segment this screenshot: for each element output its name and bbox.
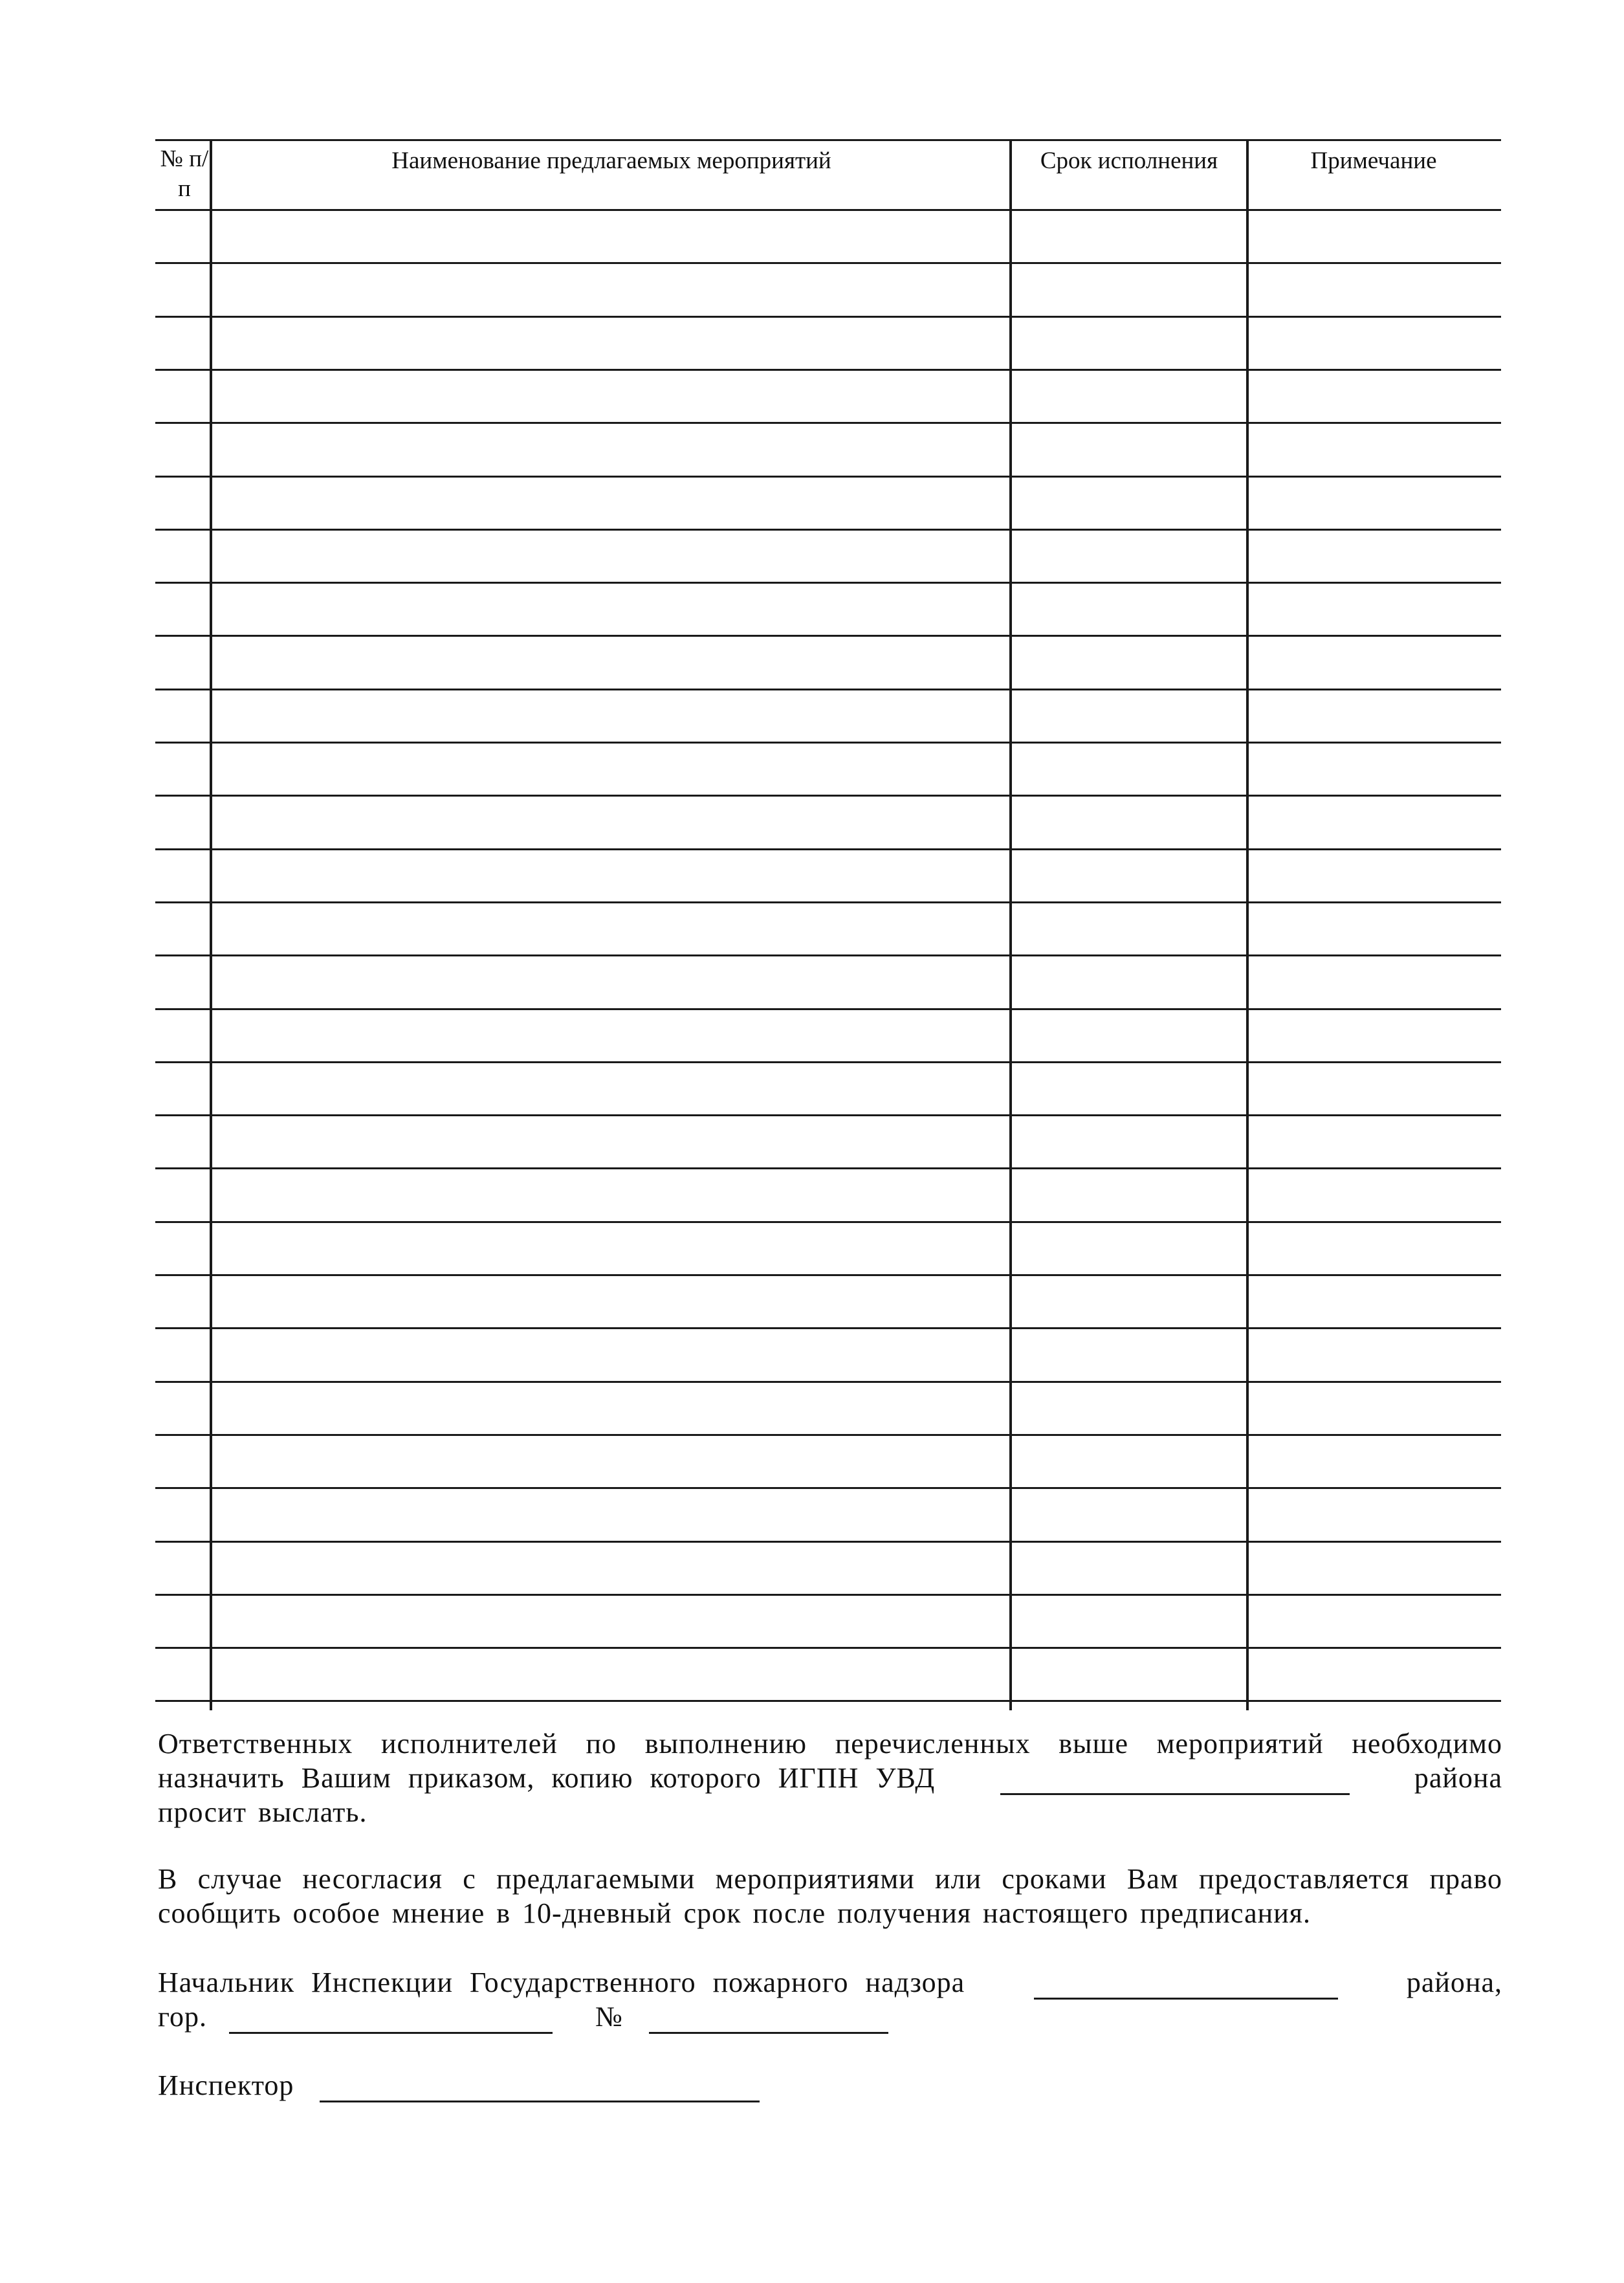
table-cell-num[interactable] [158,264,210,315]
table-cell-num[interactable] [158,531,210,582]
table-row [155,1116,1501,1167]
table-cell-note[interactable] [1250,1116,1500,1167]
table-cell-note[interactable] [1250,1329,1500,1380]
table-cell-note[interactable] [1250,1063,1500,1114]
table-cell-name[interactable] [214,1596,1008,1647]
table-cell-note[interactable] [1250,903,1500,954]
table-row [155,584,1501,635]
table-cell-note[interactable] [1250,690,1500,742]
table-cell-name[interactable] [214,424,1008,475]
table-cell-name[interactable] [214,690,1008,742]
table-row [155,1010,1501,1061]
table-cell-term[interactable] [1013,1116,1245,1167]
table-cell-num[interactable] [158,424,210,475]
table-row [155,637,1501,688]
table-cell-num[interactable] [158,744,210,795]
table-cell-name[interactable] [214,1169,1008,1220]
table-cell-name[interactable] [214,637,1008,688]
table-cell-num[interactable] [158,1223,210,1274]
table-cell-note[interactable] [1250,956,1500,1008]
header-note-label: Примечание [1310,148,1437,174]
table-row [155,1223,1501,1274]
table-cell-term[interactable] [1013,1329,1245,1380]
table-cell-name[interactable] [214,1436,1008,1487]
table-cell-num[interactable] [158,1543,210,1594]
table-row [155,371,1501,422]
table-cell-term[interactable] [1013,797,1245,848]
table-cell-num[interactable] [158,797,210,848]
table-cell-name[interactable] [214,797,1008,848]
table-row [155,690,1501,742]
table-cell-num[interactable] [158,584,210,635]
table-row [155,1436,1501,1487]
table-cell-term[interactable] [1013,1489,1245,1540]
table-cell-num[interactable] [158,850,210,901]
table-cell-name[interactable] [214,956,1008,1008]
table-cell-note[interactable] [1250,1276,1500,1327]
table-cell-term[interactable] [1013,1223,1245,1274]
table-cell-note[interactable] [1250,1489,1500,1540]
table-cell-num[interactable] [158,1169,210,1220]
table-cell-term[interactable] [1013,264,1245,315]
table-cell-num[interactable] [158,956,210,1008]
table-cell-note[interactable] [1250,1010,1500,1061]
table-cell-name[interactable] [214,1489,1008,1540]
table-cell-note[interactable] [1250,531,1500,582]
table-cell-term[interactable] [1013,584,1245,635]
table-cell-name[interactable] [214,478,1008,529]
table-cell-term[interactable] [1013,1169,1245,1220]
table-row [155,264,1501,315]
table-cell-name[interactable] [214,1329,1008,1380]
table-cell-name[interactable] [214,264,1008,315]
table-row [155,318,1501,369]
table-cell-note[interactable] [1250,1169,1500,1220]
responsible-line-2-text: назначить Вашим приказом, копию которого ИГПН УВД [158,1762,936,1794]
table-cell-name[interactable] [214,1543,1008,1594]
table-cell-term[interactable] [1013,424,1245,475]
table-cell-term[interactable] [1013,1383,1245,1434]
responsible-line-2 [158,1761,1502,1795]
chief-title: Начальник Инспекции Государственного пожарного надзора [158,1967,965,1998]
table-cell-num[interactable] [158,211,210,262]
chief-signature-block [158,1965,1502,2034]
table-cell-note[interactable] [1250,318,1500,369]
table-cell-note[interactable] [1250,371,1500,422]
table-cell-term[interactable] [1013,1436,1245,1487]
table-row [155,903,1501,954]
table-cell-name[interactable] [214,1649,1008,1700]
responsible-line-2-suffix: района [1414,1762,1502,1794]
table-cell-note[interactable] [1250,850,1500,901]
table-cell-num[interactable] [158,1436,210,1487]
table-cell-name[interactable] [214,1383,1008,1434]
table-cell-name[interactable] [214,1010,1008,1061]
header-cell-term [1012,146,1246,177]
inspector-signature-blank[interactable] [320,2077,760,2102]
table-row [155,478,1501,529]
table-top-rule [155,139,1501,141]
table-row [155,956,1501,1008]
table-cell-note[interactable] [1250,1383,1500,1434]
table-cell-num[interactable] [158,318,210,369]
table-cell-note[interactable] [1250,1543,1500,1594]
table-row [155,424,1501,475]
header-name-label: Наименование предлагаемых мероприятий [391,148,831,174]
table-row [155,1543,1501,1594]
responsible-paragraph [158,1726,1502,1829]
table-cell-note[interactable] [1250,1436,1500,1487]
table-row [155,1649,1501,1700]
table-cell-term[interactable] [1013,903,1245,954]
table-cell-note[interactable] [1250,1223,1500,1274]
table-cell-term[interactable] [1013,211,1245,262]
table-cell-name[interactable] [214,744,1008,795]
inspector-signature-block [158,2068,1502,2102]
table-cell-num[interactable] [158,371,210,422]
table-cell-name[interactable] [214,531,1008,582]
table-row [155,1489,1501,1540]
table-cell-term[interactable] [1013,1649,1245,1700]
table-cell-num[interactable] [158,690,210,742]
header-number-label: № п/п [160,146,209,202]
table-cell-term[interactable] [1013,637,1245,688]
table-cell-num[interactable] [158,1649,210,1700]
table-row [155,1596,1501,1647]
table-row [155,850,1501,901]
table-row [155,1383,1501,1434]
table-row [155,1063,1501,1114]
table-cell-name[interactable] [214,903,1008,954]
table-cell-num[interactable] [158,478,210,529]
table-cell-num[interactable] [158,1063,210,1114]
table-cell-term[interactable] [1013,690,1245,742]
table-cell-name[interactable] [214,371,1008,422]
header-cell-note [1249,146,1498,177]
table-cell-name[interactable] [214,584,1008,635]
responsible-line-3: просит выслать. [158,1796,368,1828]
table-cell-name[interactable] [214,318,1008,369]
table-cell-name[interactable] [214,850,1008,901]
chief-line [158,1965,1502,2000]
table-cell-name[interactable] [214,1116,1008,1167]
table-cell-note[interactable] [1250,744,1500,795]
table-cell-note[interactable] [1250,424,1500,475]
table-cell-term[interactable] [1013,850,1245,901]
city-blank[interactable] [229,2009,553,2034]
chief-district-suffix: района, [1406,1967,1502,1998]
table-row [155,211,1501,262]
header-cell-name [214,146,1009,177]
number-blank[interactable] [649,2009,888,2034]
table-cell-num[interactable] [158,903,210,954]
inspector-label: Инспектор [158,2069,294,2101]
table-row [155,1169,1501,1220]
table-row [155,531,1501,582]
table-cell-term[interactable] [1013,744,1245,795]
city-number-line [158,2000,1502,2034]
table-cell-note[interactable] [1250,797,1500,848]
table-cell-num[interactable] [158,1329,210,1380]
table-cell-note[interactable] [1250,1649,1500,1700]
inspector-line [158,2068,1502,2102]
table-row [155,744,1501,795]
table-cell-num[interactable] [158,1383,210,1434]
table-cell-term[interactable] [1013,1276,1245,1327]
table-cell-num[interactable] [158,637,210,688]
table-cell-term[interactable] [1013,478,1245,529]
table-row [155,1329,1501,1380]
table-cell-term[interactable] [1013,1063,1245,1114]
table-cell-note[interactable] [1250,584,1500,635]
header-cell-number [158,144,211,204]
table-cell-term[interactable] [1013,371,1245,422]
table-cell-name[interactable] [214,211,1008,262]
table-cell-name[interactable] [214,1223,1008,1274]
uvd-district-blank[interactable] [1000,1770,1350,1795]
table-cell-num[interactable] [158,1596,210,1647]
table-cell-note[interactable] [1250,211,1500,262]
table-cell-term[interactable] [1013,318,1245,369]
disagreement-line-1: В случае несогласия с предлагаемыми мероприятиями или сроками Вам предоставляется право [158,1863,1502,1895]
table-cell-note[interactable] [1250,1596,1500,1647]
disagreement-paragraph [158,1862,1502,1930]
table-cell-term[interactable] [1013,531,1245,582]
table-cell-num[interactable] [158,1489,210,1540]
table-cell-num[interactable] [158,1010,210,1061]
table-cell-term[interactable] [1013,1010,1245,1061]
table-row [155,1276,1501,1327]
responsible-line-1: Ответственных исполнителей по выполнению перечисленных выше мероприятий необходимо [158,1728,1502,1759]
table-cell-num[interactable] [158,1116,210,1167]
table-cell-term[interactable] [1013,956,1245,1008]
table-cell-note[interactable] [1250,478,1500,529]
table-row [155,797,1501,848]
disagreement-line-2: сообщить особое мнение в 10-дневный срок после получения настоящего предписания. [158,1897,1311,1929]
header-term-label: Срок исполнения [1040,148,1218,174]
number-sign: № [595,2001,623,2033]
table-cell-num[interactable] [158,1276,210,1327]
table-cell-note[interactable] [1250,637,1500,688]
chief-district-blank[interactable] [1034,1974,1338,2000]
table-cell-name[interactable] [214,1063,1008,1114]
table-cell-term[interactable] [1013,1543,1245,1594]
table-cell-name[interactable] [214,1276,1008,1327]
table-cell-note[interactable] [1250,264,1500,315]
measures-table [155,139,1501,1710]
city-label: гор. [158,2001,207,2033]
table-cell-term[interactable] [1013,1596,1245,1647]
